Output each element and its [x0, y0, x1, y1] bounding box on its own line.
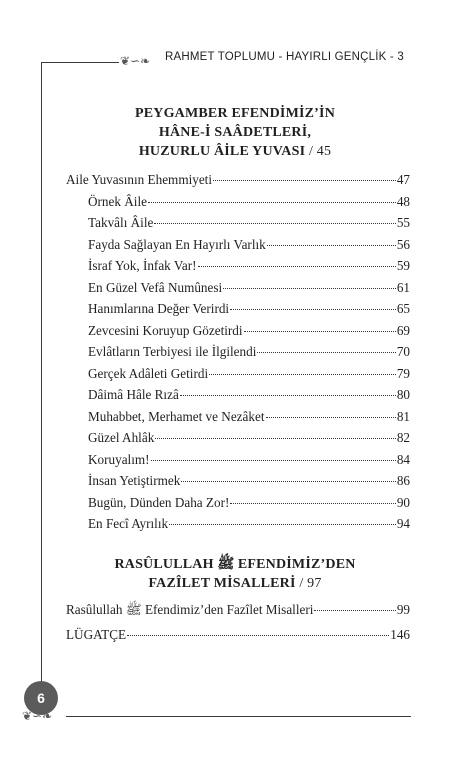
- toc-leader-dots: [213, 180, 396, 181]
- section-heading-line: RASÛLULLAH ﷺ EFENDİMİZ’DEN: [114, 557, 356, 572]
- toc-entry-page: 55: [396, 215, 410, 230]
- toc-leader-dots: [223, 288, 396, 289]
- frame-top-line: [41, 62, 119, 63]
- toc-entry-label: Dâimâ Hâle Rızâ: [88, 387, 179, 402]
- toc-entry-label: Aile Yuvasının Ehemmiyeti: [66, 172, 213, 187]
- toc-entry[interactable]: [88, 430, 410, 450]
- toc-leader-dots: [257, 352, 395, 353]
- toc-leader-dots: [148, 202, 396, 203]
- toc-leader-dots: [151, 460, 396, 461]
- toc-entry-label: Koruyalım!: [88, 451, 150, 467]
- toc-leader-dots: [266, 417, 396, 418]
- toc-entry[interactable]: [88, 258, 410, 278]
- section-heading-page: / 45: [308, 144, 332, 159]
- toc-leader-dots: [244, 331, 396, 332]
- toc-entry-page: 84: [396, 451, 410, 467]
- section-heading-line: [60, 142, 410, 161]
- toc-entry[interactable]: [66, 602, 410, 622]
- section-heading-page: / 97: [299, 576, 322, 591]
- toc-leader-dots: [230, 309, 396, 310]
- frame-left-line: [41, 62, 42, 684]
- toc-entry-label: İnsan Yetiştirmek: [88, 473, 181, 488]
- section-heading-text: HUZURLU ÂİLE YUVASI: [138, 144, 306, 159]
- toc-entry-label: Fayda Sağlayan En Hayırlı Varlık: [88, 236, 266, 252]
- page-number-badge: 6: [24, 681, 58, 715]
- toc-leader-dots: [127, 635, 389, 636]
- toc-leader-dots: [169, 524, 396, 525]
- toc-entry-label: Hanımlarına Değer Verirdi: [88, 301, 230, 316]
- toc-entry-label: Zevcesini Koruyup Gözetirdi: [88, 322, 243, 338]
- toc-entry-page: 86: [396, 473, 410, 488]
- toc-entry[interactable]: [88, 387, 410, 407]
- toc-entry-page: 94: [396, 516, 410, 531]
- toc-entry-page: 61: [396, 279, 410, 295]
- toc-entry-page: 59: [396, 258, 410, 273]
- frame-bottom-line: [66, 716, 411, 717]
- ornament-icon: ❦∽❧: [120, 54, 151, 68]
- toc-entry[interactable]: [88, 344, 410, 364]
- toc-entry[interactable]: [88, 409, 410, 429]
- toc-entry[interactable]: [88, 280, 410, 300]
- toc-entry-page: 80: [396, 387, 410, 402]
- toc-entry-page: 70: [396, 344, 410, 359]
- toc-entry[interactable]: [88, 516, 410, 536]
- toc-leader-dots: [180, 395, 396, 396]
- ornament-icon: ❦∽❧: [22, 709, 53, 723]
- toc-entry[interactable]: [88, 495, 410, 515]
- toc-leader-dots: [154, 223, 395, 224]
- toc-entry-page: 99: [396, 602, 410, 617]
- running-header: RAHMET TOPLUMU - HAYIRLI GENÇLİK - 3: [165, 51, 404, 63]
- toc-entry[interactable]: [88, 301, 410, 321]
- toc-entry-page: 48: [396, 193, 410, 209]
- section-heading-line: [60, 574, 410, 593]
- toc-leader-dots: [155, 438, 396, 439]
- toc-entry-label: En Fecî Ayrılık: [88, 516, 169, 531]
- toc-leader-dots: [181, 481, 396, 482]
- toc-entry-label: Rasûlullah ﷺ Efendimiz’den Fazîlet Misalleri: [66, 602, 314, 617]
- toc-entry-label: En Güzel Vefâ Numûnesi: [88, 279, 223, 295]
- toc-entry[interactable]: [88, 452, 410, 472]
- toc-entry-page: 47: [396, 172, 410, 187]
- toc-entry-page: 69: [396, 322, 410, 338]
- toc-entry-label: Evlâtların Terbiyesi ile İlgilendi: [88, 344, 257, 359]
- toc-entry-label: Bugün, Dünden Daha Zor!: [88, 494, 230, 510]
- toc-entry-label: Muhabbet, Merhamet ve Nezâket: [88, 408, 265, 424]
- toc-entry[interactable]: [88, 366, 410, 386]
- toc-entry[interactable]: [88, 473, 410, 493]
- toc-entry-page: 82: [396, 430, 410, 445]
- toc-entry-page: 81: [396, 408, 410, 424]
- toc-leader-dots: [198, 266, 396, 267]
- toc-leader-dots: [209, 374, 396, 375]
- toc-entry-label: LÜGATÇE: [66, 627, 127, 642]
- toc-entry[interactable]: [88, 237, 410, 257]
- toc-entry-label: Takvâlı Âile: [88, 215, 154, 230]
- toc-entry[interactable]: [88, 215, 410, 235]
- toc-entry-page: 90: [396, 494, 410, 510]
- toc-entry-label: Örnek Âile: [88, 193, 147, 209]
- section-heading-line: PEYGAMBER EFENDİMİZ’İN: [134, 106, 336, 121]
- toc-entry[interactable]: [88, 194, 410, 214]
- toc-entry-page: 146: [390, 627, 410, 642]
- toc-entry-label: İsraf Yok, İnfak Var!: [88, 258, 197, 273]
- section-heading-2: [60, 555, 410, 593]
- toc-entry-label: Gerçek Adâleti Getirdi: [88, 365, 209, 381]
- toc-leader-dots: [230, 503, 395, 504]
- toc-leader-dots: [267, 245, 396, 246]
- toc-entry-page: 65: [396, 301, 410, 316]
- toc-leader-dots: [314, 610, 395, 611]
- section-heading-1: [60, 104, 410, 161]
- toc-entry-label: Güzel Ahlâk: [88, 430, 155, 445]
- toc-entry-page: 79: [396, 365, 410, 381]
- section-heading-line: HÂNE-İ SAÂDETLERİ,: [158, 125, 312, 140]
- toc-entry-page: 56: [396, 236, 410, 252]
- toc-entry[interactable]: [66, 627, 410, 647]
- toc-entry[interactable]: [88, 323, 410, 343]
- section-heading-text: FAZÎLET MİSALLERİ: [148, 576, 296, 591]
- toc-entry[interactable]: [66, 172, 410, 192]
